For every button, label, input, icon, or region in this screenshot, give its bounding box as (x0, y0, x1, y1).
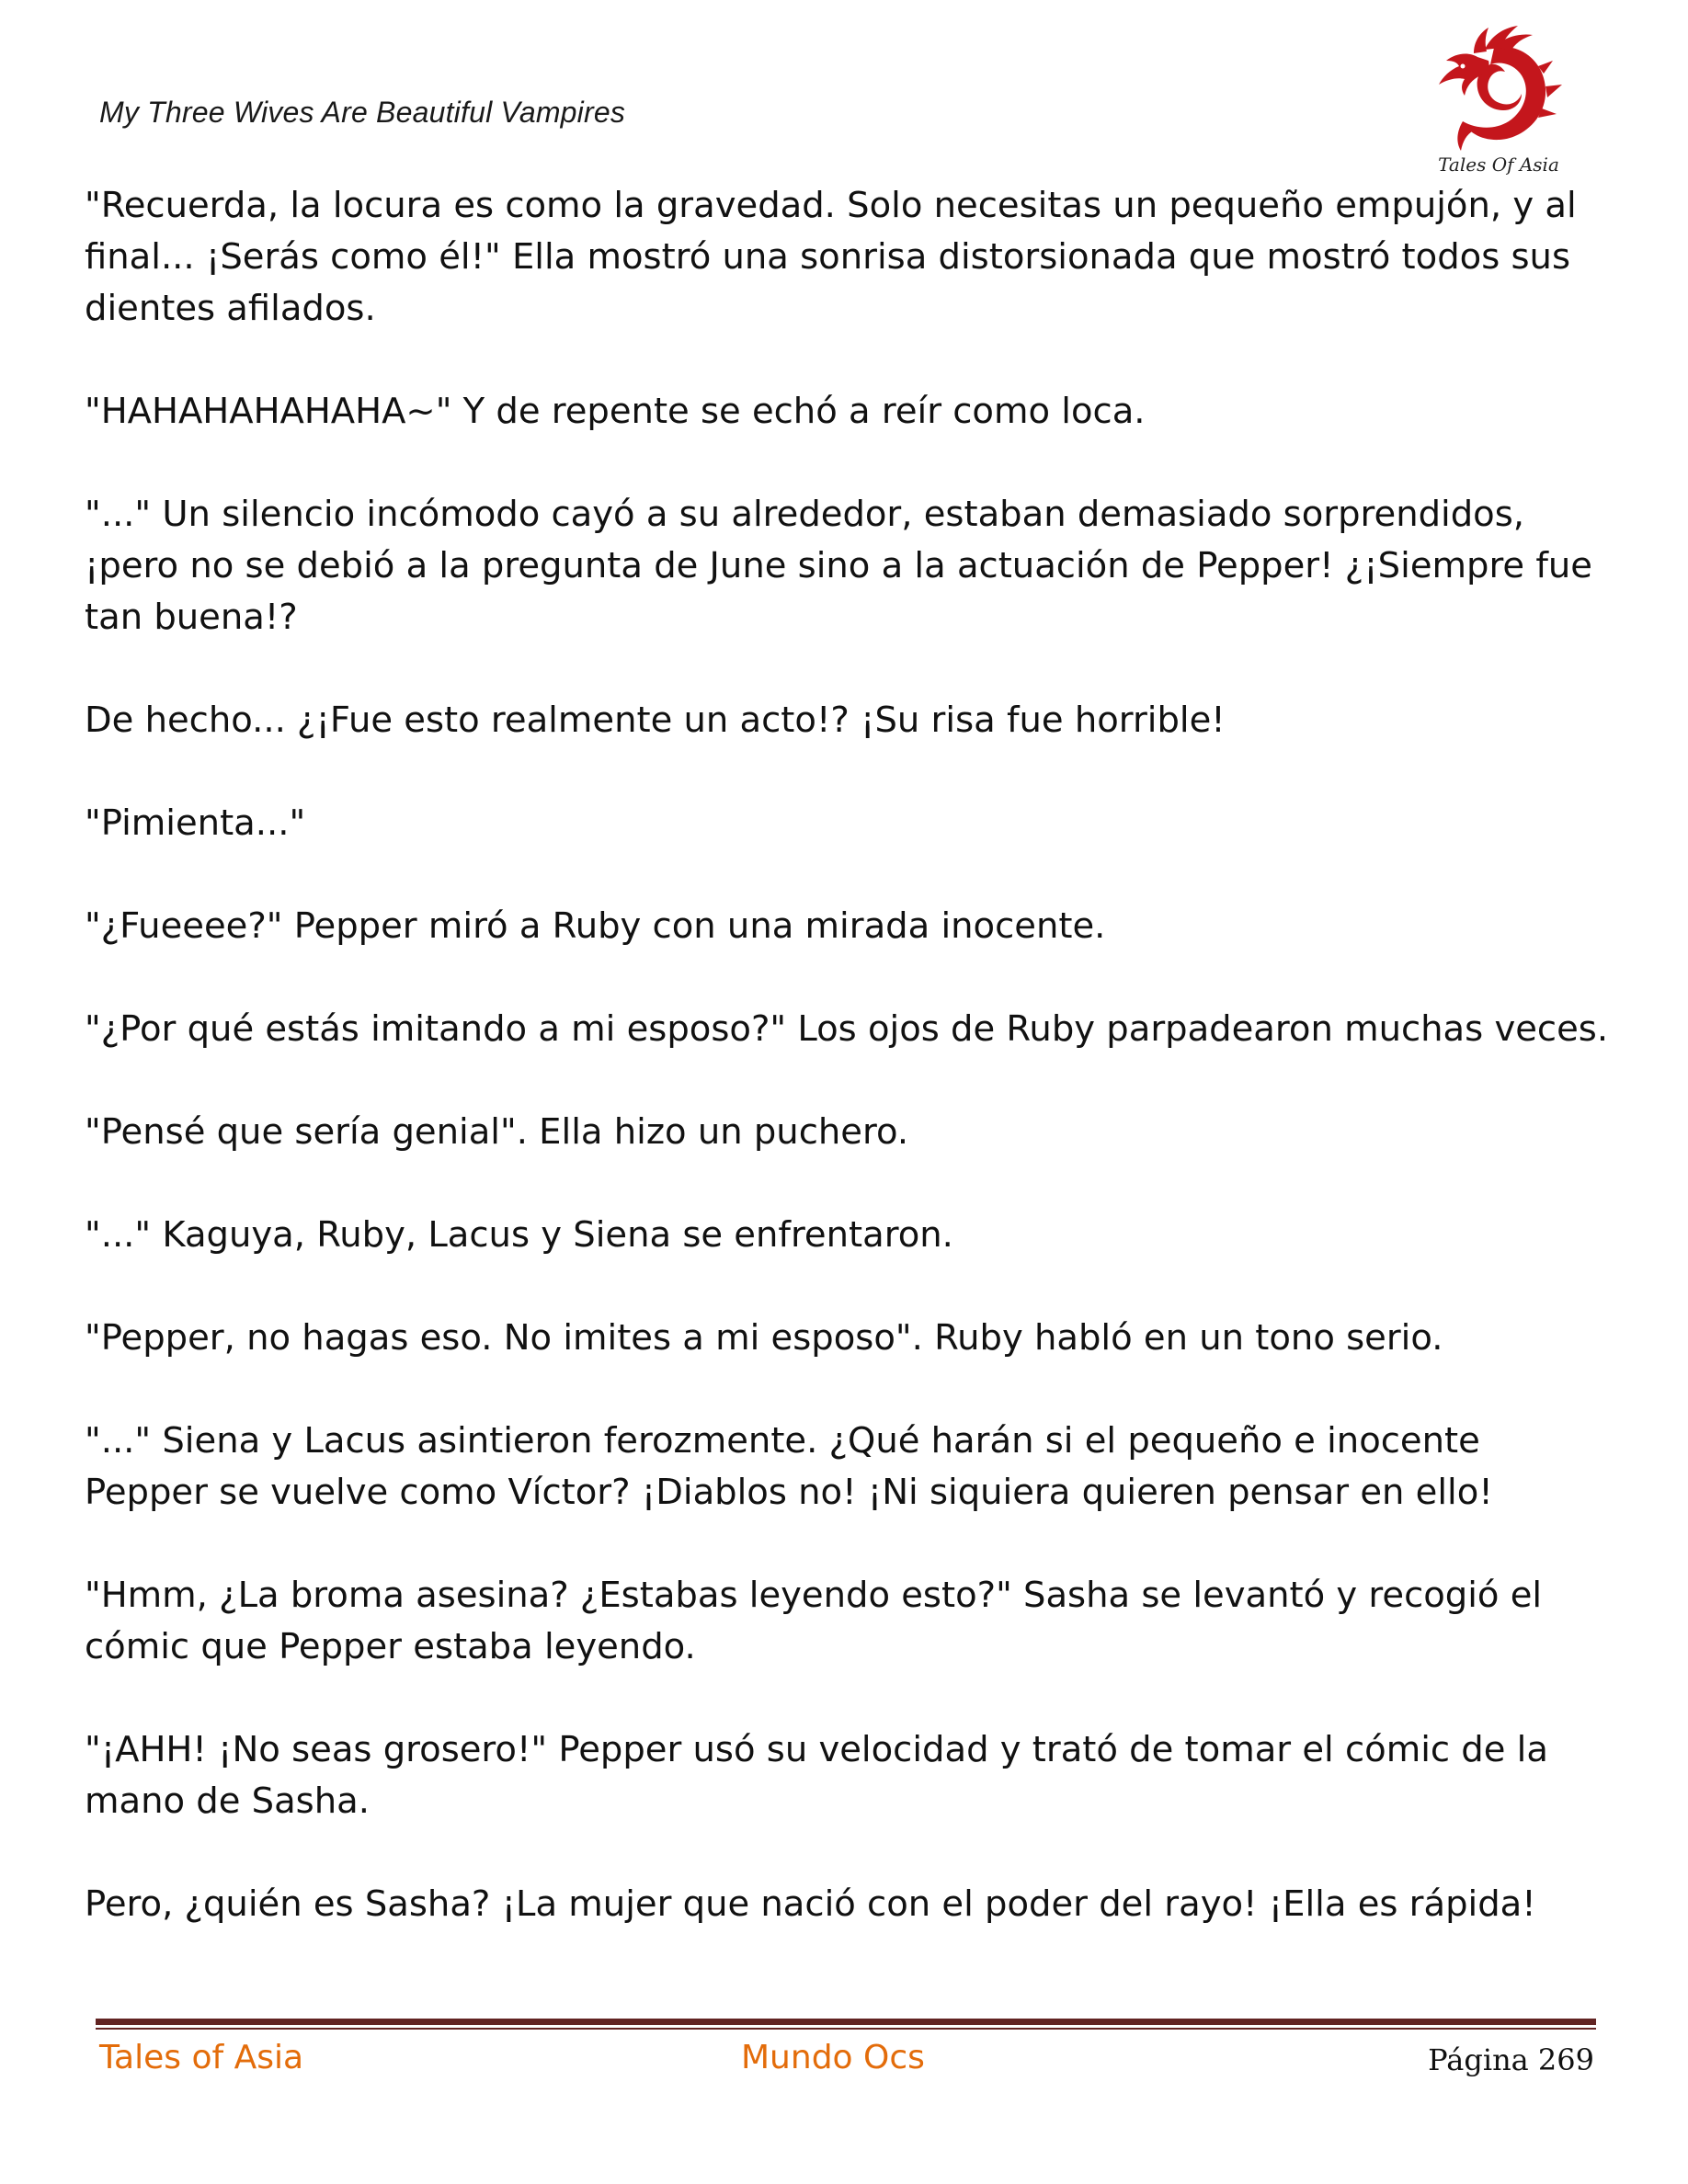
tales-of-asia-logo (1430, 20, 1568, 181)
paragraph: De hecho... ¿¡Fue esto realmente un acto!? ¡Su risa fue horrible! (85, 700, 1226, 741)
footer-divider (96, 2019, 1596, 2025)
header-book-title: My Three Wives Are Beautiful Vampires (99, 96, 626, 129)
footer-site-name: Tales of Asia (99, 2039, 304, 2076)
paragraph: "Pepper, no hagas eso. No imites a mi esposo". Ruby habló en un tono serio. (85, 1317, 1443, 1359)
chapter-body (85, 180, 1611, 1930)
paragraph: "¿Fueeee?" Pepper miró a Ruby con una mirada inocente. (85, 905, 1106, 947)
footer-section-name: Mundo Ocs (741, 2039, 925, 2076)
paragraph: "¡AHH! ¡No seas grosero!" Pepper usó su velocidad y trató de tomar el cómic de la mano de Sasha. (85, 1729, 1548, 1822)
paragraph: Pero, ¿quién es Sasha? ¡La mujer que nació con el poder del rayo! ¡Ella es rápida! (85, 1883, 1536, 1925)
paragraph: "Hmm, ¿La broma asesina? ¿Estabas leyendo esto?" Sasha se levantó y recogió el cómic que Pepper estaba leyendo. (85, 1575, 1543, 1667)
footer-divider-thin (96, 2028, 1596, 2030)
paragraph: "Pimienta..." (85, 802, 306, 844)
paragraph: "..." Siena y Lacus asintieron ferozmente. ¿Qué harán si el pequeño e inocente Pepper se vuelve como Víctor? ¡Diablos no! ¡Ni siquiera quieren pensar en ello! (85, 1420, 1493, 1513)
paragraph: "Pensé que sería genial". Ella hizo un puchero. (85, 1111, 909, 1153)
page-number: Página 269 (1428, 2042, 1594, 2077)
logo-text: Tales Of Asia (1438, 154, 1559, 176)
paragraph: "..." Kaguya, Ruby, Lacus y Siena se enfrentaron. (85, 1214, 953, 1256)
paragraph: "¿Por qué estás imitando a mi esposo?" Los ojos de Ruby parpadearon muchas veces. (85, 1008, 1609, 1050)
paragraph: "HAHAHAHAHAHA~" Y de repente se echó a reír como loca. (85, 391, 1146, 432)
red-dragon-icon (1430, 20, 1568, 158)
paragraph: "Recuerda, la locura es como la gravedad. Solo necesitas un pequeño empujón, y al final... ¡Serás como él!" Ella mostró una sonrisa distorsionada que mostró todos sus dientes afilados. (85, 185, 1577, 329)
paragraph: "..." Un silencio incómodo cayó a su alrededor, estaban demasiado sorprendidos, ¡pero no se debió a la pregunta de June sino a la actuación de Pepper! ¿¡Siempre fue tan buena!? (85, 494, 1592, 638)
